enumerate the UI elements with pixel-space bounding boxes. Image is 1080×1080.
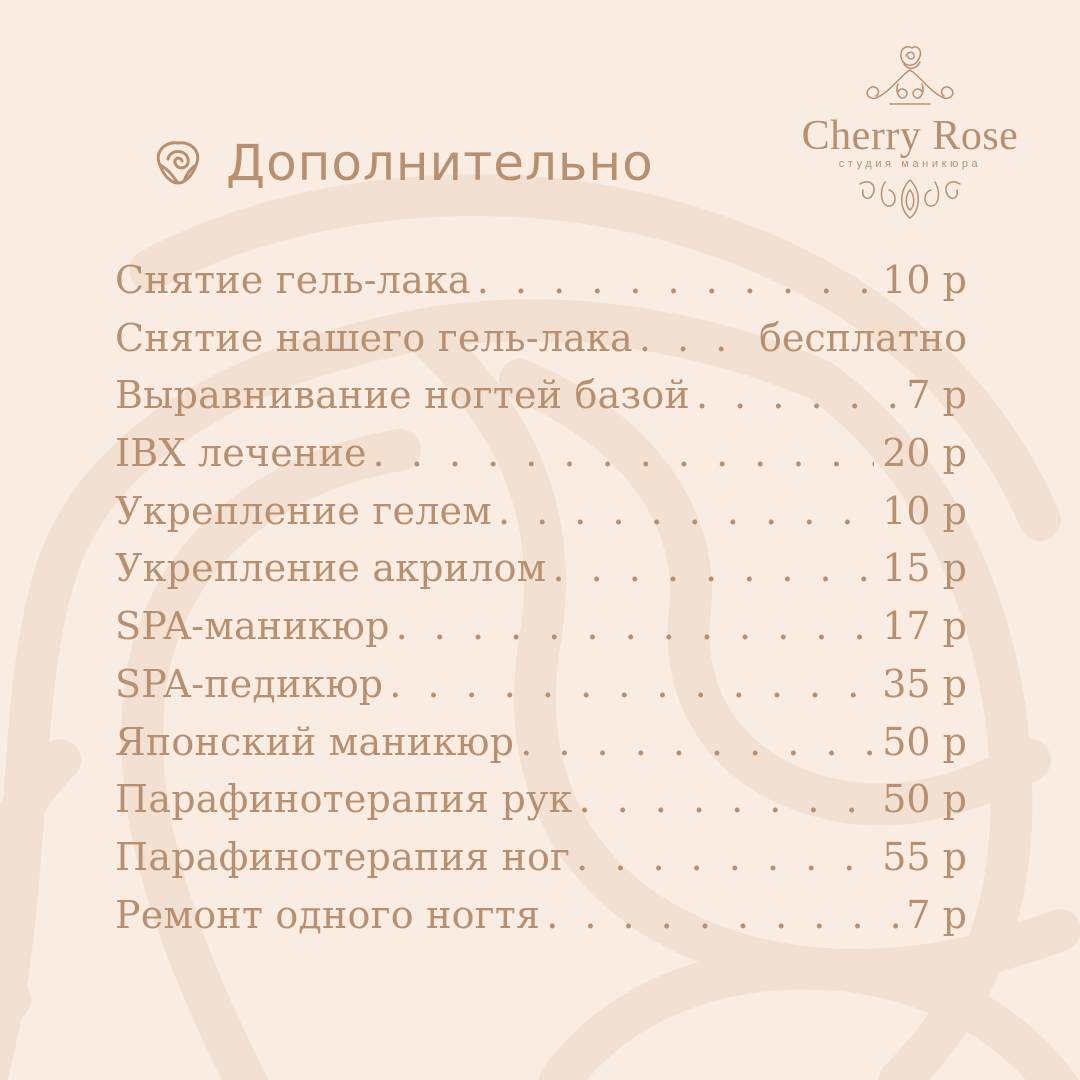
service-price: 20 р <box>882 431 967 476</box>
price-row <box>115 598 967 656</box>
price-row <box>115 310 967 368</box>
service-price: 15 р <box>882 546 967 591</box>
rose-icon <box>150 135 206 191</box>
dot-leader <box>498 483 874 540</box>
service-name: SPA-маникюр <box>115 604 390 649</box>
service-name: Выравнивание ногтей базой <box>115 373 690 418</box>
section-heading <box>150 128 654 198</box>
service-price: 50 р <box>882 719 967 764</box>
service-name: Парафинотерапия рук <box>115 777 573 822</box>
service-name: SPA-педикюр <box>115 661 384 706</box>
service-price: бесплатно <box>759 315 967 360</box>
price-row <box>115 252 967 310</box>
service-name: Снятие гель-лака <box>115 258 471 302</box>
service-price: 35 р <box>882 661 967 706</box>
brand-name: Cherry Rose <box>801 113 1019 159</box>
dot-leader <box>552 540 874 597</box>
page-title: Дополнительно <box>226 134 654 192</box>
service-price: 55 р <box>882 834 967 879</box>
service-price: 7 р <box>906 373 967 418</box>
dot-leader <box>389 656 874 713</box>
service-name: IBX лечение <box>115 431 367 476</box>
dot-leader <box>396 598 875 655</box>
price-row <box>115 483 967 541</box>
price-row <box>115 540 967 598</box>
price-row <box>115 367 967 425</box>
brand-logo <box>790 40 1030 240</box>
price-list <box>115 252 967 944</box>
service-price: 50 р <box>882 777 967 822</box>
service-price: 10 р <box>882 258 967 302</box>
dot-leader <box>696 367 898 424</box>
logo-rose-ornament-icon <box>860 40 960 108</box>
price-row <box>115 771 967 829</box>
dot-leader <box>520 714 874 771</box>
service-price: 17 р <box>882 604 967 649</box>
service-name: Укрепление акрилом <box>115 546 547 591</box>
price-row <box>115 714 967 772</box>
service-name: Японский маникюр <box>115 719 515 764</box>
service-name: Снятие нашего гель-лака <box>115 315 633 360</box>
dot-leader <box>578 771 874 828</box>
service-price: 10 р <box>882 488 967 533</box>
service-name: Укрепление гелем <box>115 488 492 533</box>
service-name: Парафинотерапия ног <box>115 834 571 879</box>
dot-leader <box>576 829 874 886</box>
logo-swirl-ornament-icon <box>855 176 965 224</box>
price-row <box>115 887 967 945</box>
brand-tagline: студия маникюра <box>838 158 982 170</box>
service-price: 7 р <box>906 892 967 937</box>
dot-leader <box>639 310 751 367</box>
price-row <box>115 656 967 714</box>
service-name: Ремонт одного ногтя <box>115 892 541 937</box>
dot-leader <box>373 425 875 482</box>
price-row <box>115 425 967 483</box>
dot-leader <box>546 887 898 944</box>
dot-leader <box>477 252 874 309</box>
price-row <box>115 829 967 887</box>
